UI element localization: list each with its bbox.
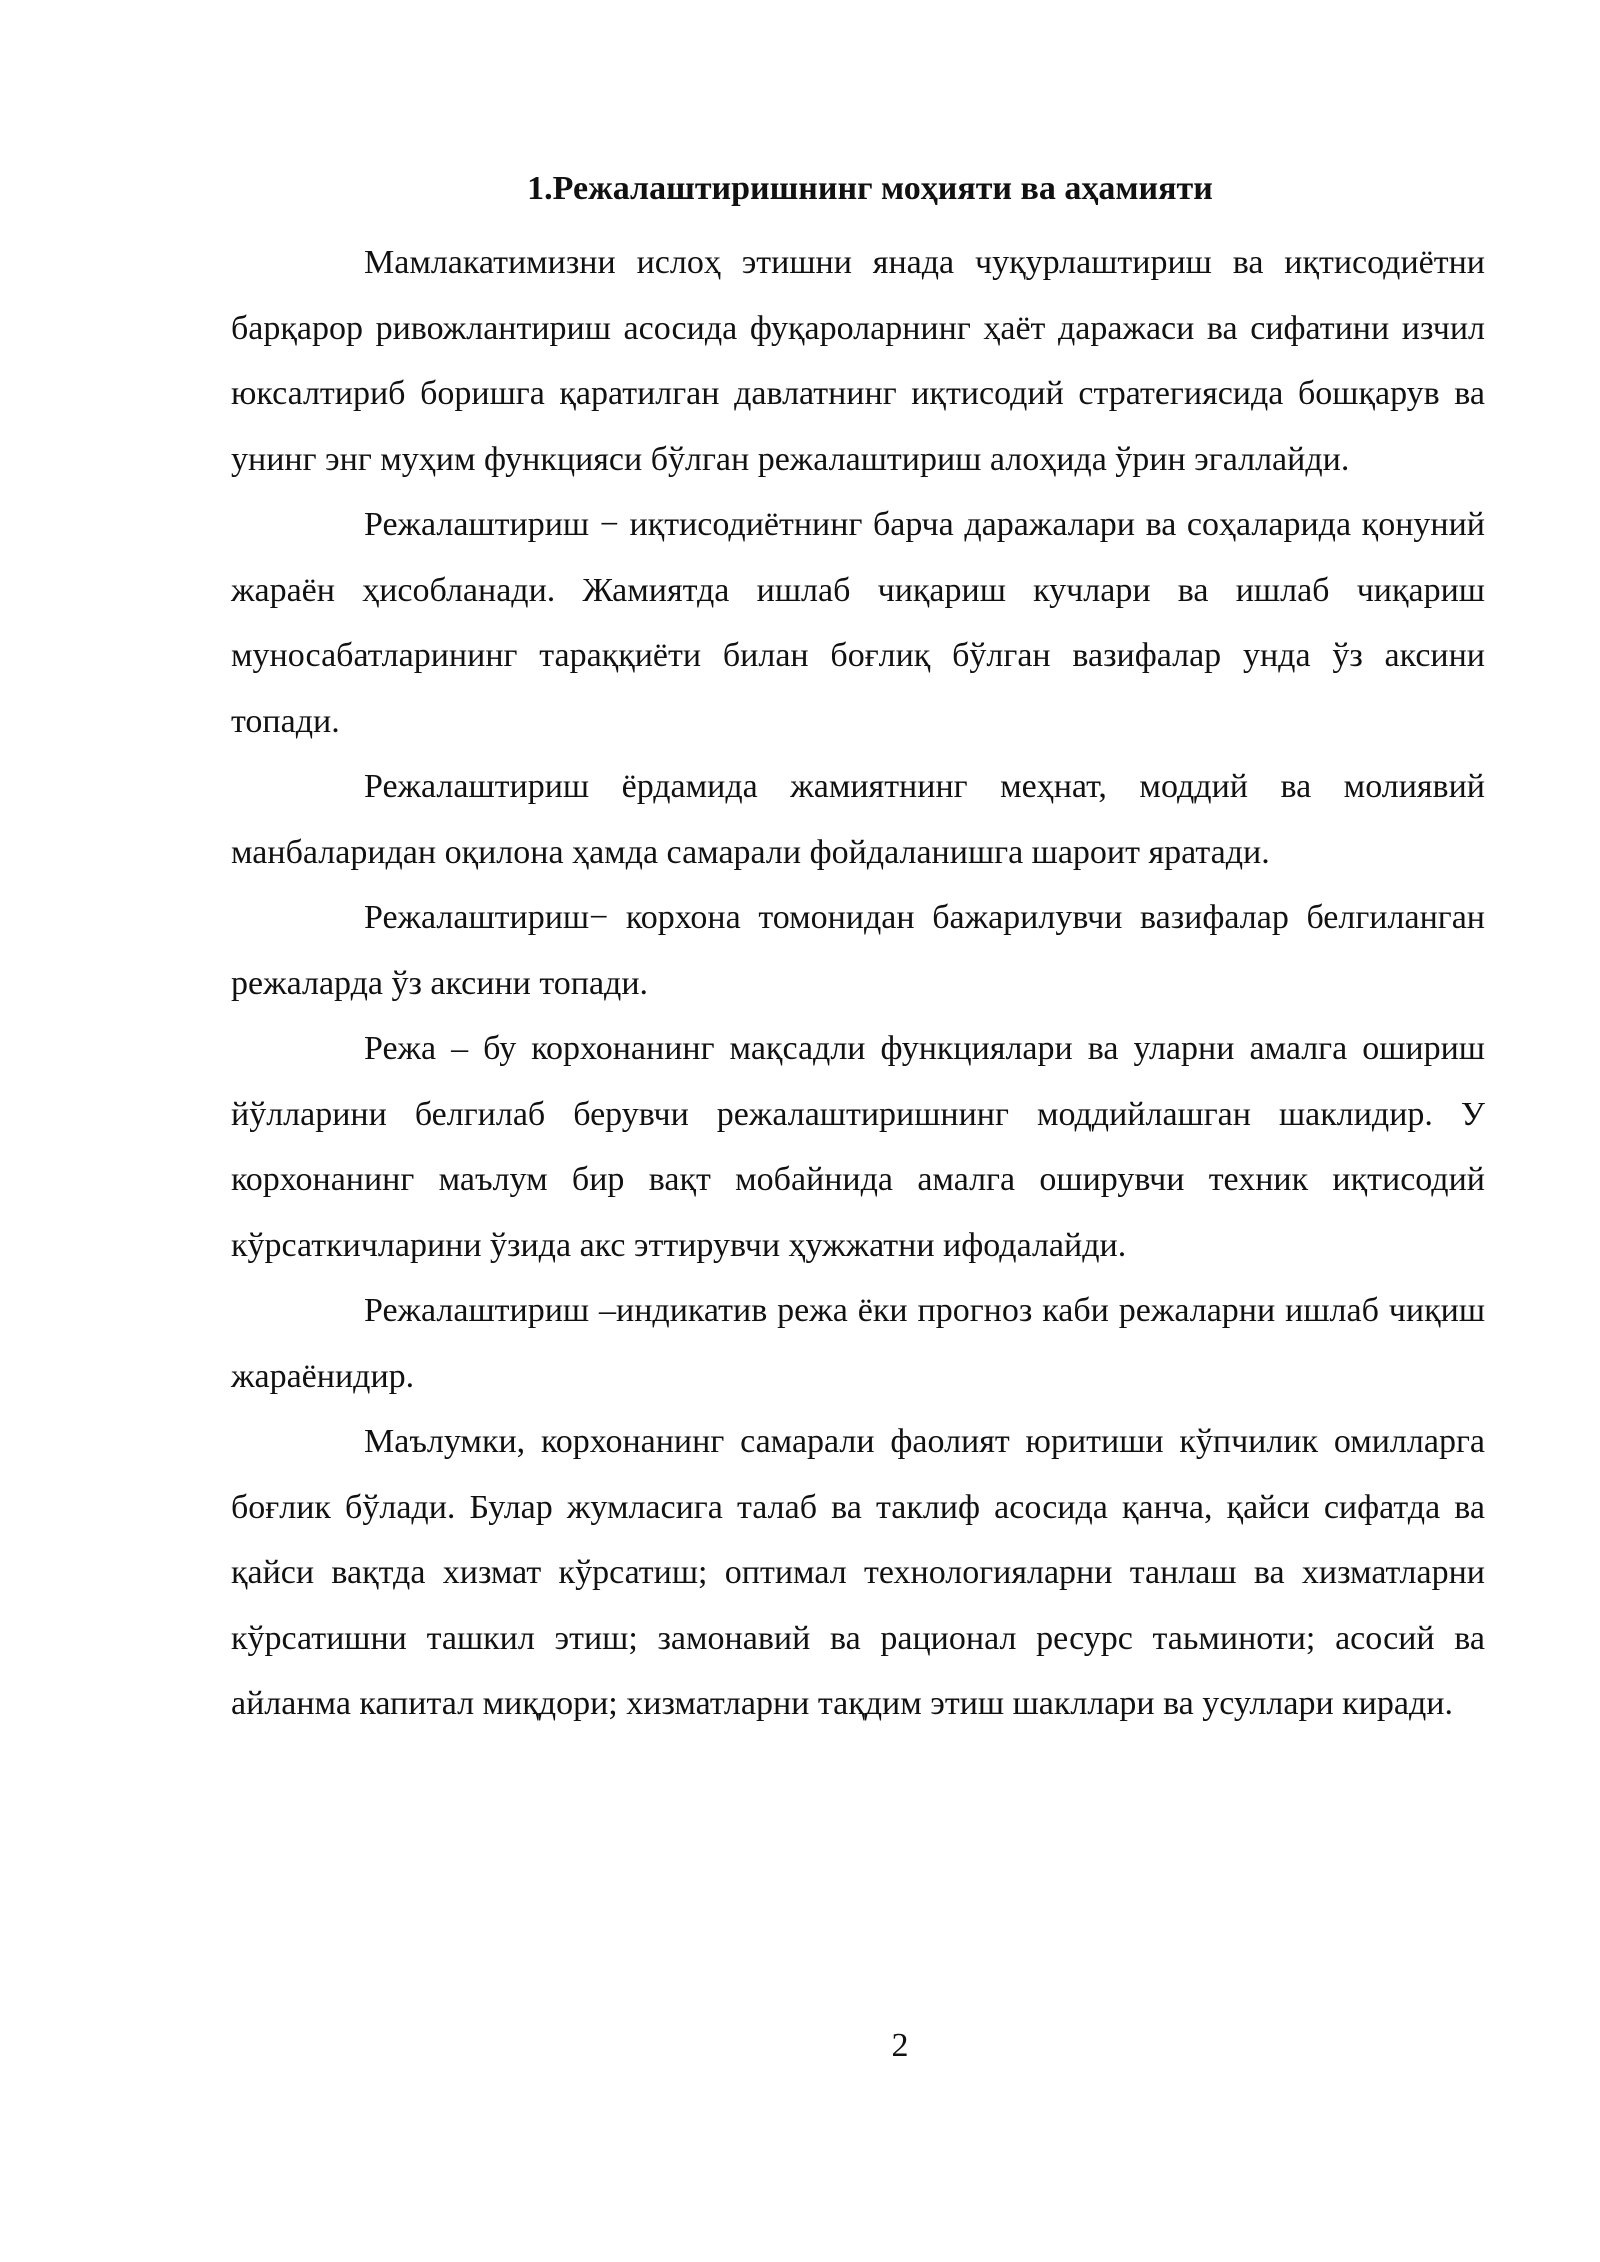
- paragraph-2: Режалаштириш − иқтисодиётнинг барча даражалари ва соҳаларида қонуний жараён ҳисобланади. Жамиятда ишлаб чиқариш кучлари ва ишлаб чиқариш муносабатларининг тараққиёти билан боғлиқ бўлган вазифалар унда ўз аксини топади.: [231, 506, 1485, 740]
- paragraph-6: Режалаштириш –индикатив режа ёки прогноз каби режаларни ишлаб чиқиш жараёнидир.: [231, 1292, 1485, 1395]
- paragraph-7: Маълумки, корхонанинг самарали фаолият юритиши кўпчилик омилларга боғлик бўлади. Булар жумласига талаб ва таклиф асосида қанча, қайси сифатда ва қайси вақтда хизмат кўрсатиш; оптимал технологияларни танлаш ва хизматларни кўрсатишни ташкил этиш; замонавий ва рационал ресурс таьминоти; асосий ва айланма капитал миқдори; хизматларни тақдим этиш шакллари ва усуллари киради.: [231, 1423, 1485, 1722]
- paragraph-4: Режалаштириш− корхона томонидан бажарилувчи вазифалар белгиланган режаларда ўз аксини топади.: [231, 899, 1485, 1002]
- paragraph-5: Режа – бу корхонанинг мақсадли функциялари ва уларни амалга ошириш йўлларини белгилаб берувчи режалаштиришнинг моддийлашган шаклидир. У корхонанинг маълум бир вақт мобайнида амалга оширувчи техник иқтисодий кўрсаткичларини ўзида акс эттирувчи ҳужжатни ифодалайди.: [231, 1030, 1485, 1264]
- page-number: 2: [891, 2027, 909, 2064]
- paragraph-1: Мамлакатимизни ислоҳ этишни янада чуқурлаштириш ва иқтисодиётни барқарор ривожлантириш асосида фуқароларнинг ҳаёт даражаси ва сифатини изчил юксалтириб боришга қаратилган давлатнинг иқтисодий стратегиясида бошқарув ва унинг энг муҳим функцияси бўлган режалаштириш алоҳида ўрин эгаллайди.: [231, 244, 1485, 478]
- paragraph-3: Режалаштириш ёрдамида жамиятнинг меҳнат, моддий ва молиявий манбаларидан оқилона ҳамда самарали фойдаланишга шароит яратади.: [231, 768, 1485, 871]
- section-title: 1.Режалаштиришнинг моҳияти ва аҳамияти: [527, 170, 1213, 207]
- body-text: [231, 230, 1485, 1737]
